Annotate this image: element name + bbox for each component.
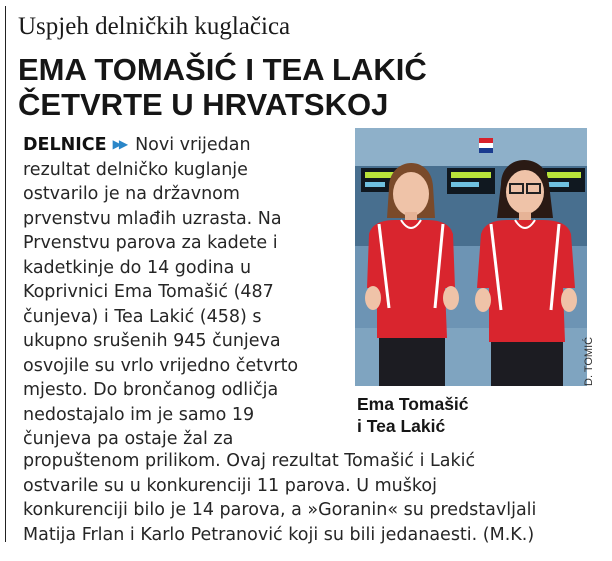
body-line: kadetkinje do 14 godina u [23,257,252,278]
body-line: rezultat delničko kuglanje [23,159,248,180]
dateline: DELNICE [23,135,107,155]
body-line: ostvarilo je na državnom [23,184,240,204]
photo-caption [357,393,469,437]
article-photo [355,128,587,386]
photo-credit: D. TOMIĆ [583,336,595,386]
body-line-start: Novi vrijedan [135,135,251,155]
article-headline [18,52,427,122]
body-line: Koprivnici Ema Tomašić (487 [23,282,274,302]
bowling-players-photo [355,128,587,386]
column-rule [5,6,6,542]
scoreboard-icon [447,168,495,194]
body-line: ostvarile su u konkurenciji 11 parova. U muškoj [23,475,437,496]
body-line: čunjeva) i Tea Lakić (458) s [23,306,262,327]
headline-line: ČETVRTE U HRVATSKOJ [18,87,389,122]
headline-line: EMA TOMAŠIĆ I TEA LAKIĆ [18,52,427,87]
body-line: ukupno srušenih 945 čunjeva [23,331,281,351]
body-line: konkurenciji bilo je 14 parova, a »Goranin« su predstavljali [23,500,537,520]
body-line: Prvenstvu parova za kadete i [23,233,278,253]
croatian-flag-icon [479,138,493,153]
caption-line: Ema Tomašić [357,394,469,414]
article-body-wide [23,449,536,547]
double-chevron-right-icon: ▶▶ [112,137,126,151]
article-body-column [23,132,298,452]
body-line: prvenstvu mlađih uzrasta. Na [23,208,282,229]
body-line [23,132,298,158]
body-line: propuštenom prilikom. Ovaj rezultat Tomašić i Lakić [23,451,476,471]
caption-line: i Tea Lakić [357,416,446,436]
body-line: nedostajalo im je samo 19 [23,404,255,425]
body-line: mjesto. Do brončanog odličja [23,380,279,400]
article-kicker: Uspjeh delničkih kuglačica [18,13,291,40]
body-line: Matija Frlan i Karlo Petranović koji su bili jedanaesti. (M.K.) [23,524,535,545]
body-line: čunjeva pa ostaje žal za [23,429,234,449]
body-line: osvojile su vrlo vrijedno četvrto [23,355,299,376]
